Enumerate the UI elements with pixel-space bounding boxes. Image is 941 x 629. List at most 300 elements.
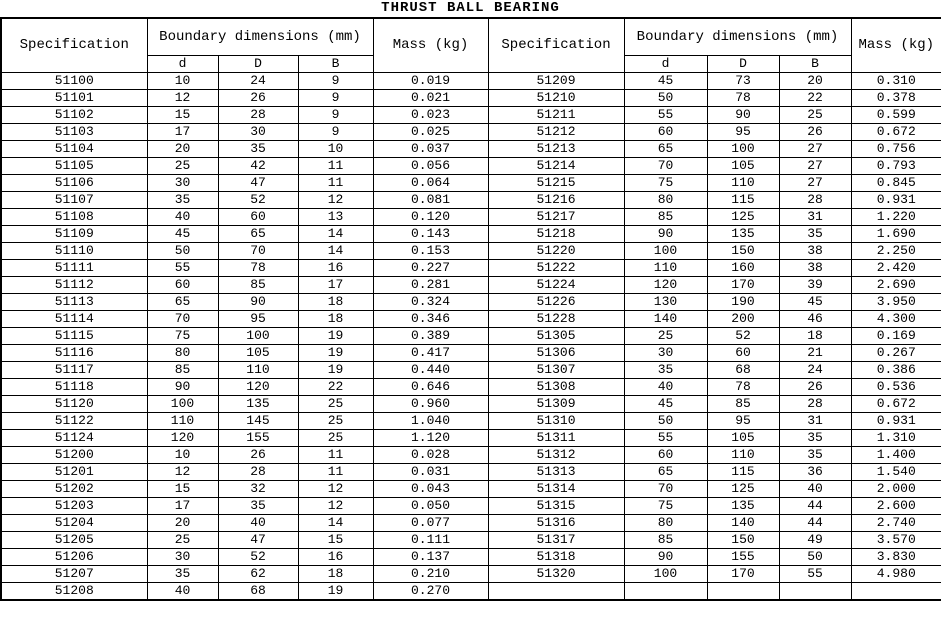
cell-specification-left: 51118 (1, 378, 147, 395)
cell-mass-left: 0.417 (373, 344, 488, 361)
header-boundary-dimensions-right: Boundary dimensions (mm) (624, 18, 851, 55)
cell-B-right: 28 (779, 191, 851, 208)
cell-mass-right: 3.570 (851, 531, 941, 548)
cell-d-right: 100 (624, 565, 707, 582)
cell-B-left: 11 (298, 157, 373, 174)
cell-d-right: 55 (624, 429, 707, 446)
cell-D-left: 60 (218, 208, 298, 225)
table-row (1, 412, 941, 429)
cell-d-left: 110 (147, 412, 218, 429)
cell-specification-left: 51101 (1, 89, 147, 106)
table-row (1, 293, 941, 310)
cell-d-left: 12 (147, 89, 218, 106)
cell-mass-left: 0.440 (373, 361, 488, 378)
cell-B-right: 35 (779, 429, 851, 446)
cell-d-left: 40 (147, 582, 218, 600)
cell-mass-right: 1.400 (851, 446, 941, 463)
header-D-left: D (218, 55, 298, 72)
cell-specification-right: 51316 (488, 514, 624, 531)
cell-specification-right: 51307 (488, 361, 624, 378)
cell-specification-left: 51201 (1, 463, 147, 480)
cell-mass-right: 1.220 (851, 208, 941, 225)
cell-mass-left: 1.040 (373, 412, 488, 429)
cell-mass-left: 0.281 (373, 276, 488, 293)
cell-specification-right: 51212 (488, 123, 624, 140)
cell-d-left: 40 (147, 208, 218, 225)
cell-mass-left: 0.143 (373, 225, 488, 242)
cell-specification-right: 51313 (488, 463, 624, 480)
cell-specification-left: 51122 (1, 412, 147, 429)
cell-B-right: 20 (779, 72, 851, 89)
cell-D-right: 105 (707, 429, 779, 446)
table-row (1, 174, 941, 191)
cell-d-left: 25 (147, 531, 218, 548)
cell-D-right: 73 (707, 72, 779, 89)
cell-mass-right: 1.690 (851, 225, 941, 242)
cell-D-left: 24 (218, 72, 298, 89)
cell-mass-right: 2.420 (851, 259, 941, 276)
cell-D-left: 28 (218, 463, 298, 480)
cell-D-right: 100 (707, 140, 779, 157)
cell-D-right: 170 (707, 276, 779, 293)
cell-D-right: 78 (707, 378, 779, 395)
cell-mass-right: 2.600 (851, 497, 941, 514)
cell-specification-right: 51215 (488, 174, 624, 191)
cell-D-right: 150 (707, 242, 779, 259)
cell-D-right: 105 (707, 157, 779, 174)
table-row (1, 72, 941, 89)
cell-B-left: 12 (298, 497, 373, 514)
cell-D-left: 65 (218, 225, 298, 242)
table-row (1, 378, 941, 395)
cell-D-left: 85 (218, 276, 298, 293)
cell-mass-left: 0.043 (373, 480, 488, 497)
cell-D-left: 35 (218, 140, 298, 157)
page-title: THRUST BALL BEARING (381, 0, 560, 16)
cell-mass-right: 2.250 (851, 242, 941, 259)
header-boundary-dimensions-left: Boundary dimensions (mm) (147, 18, 373, 55)
cell-D-right: 160 (707, 259, 779, 276)
cell-mass-right: 0.756 (851, 140, 941, 157)
cell-D-right: 68 (707, 361, 779, 378)
cell-d-right: 110 (624, 259, 707, 276)
thrust-ball-bearing-table (0, 17, 941, 601)
cell-D-right: 155 (707, 548, 779, 565)
cell-B-left: 9 (298, 123, 373, 140)
cell-specification-right: 51310 (488, 412, 624, 429)
cell-d-right (624, 582, 707, 600)
cell-B-left: 16 (298, 548, 373, 565)
cell-mass-right: 3.950 (851, 293, 941, 310)
cell-B-left: 19 (298, 327, 373, 344)
cell-B-right: 27 (779, 174, 851, 191)
cell-D-right: 135 (707, 225, 779, 242)
cell-D-right: 125 (707, 480, 779, 497)
cell-mass-right: 2.000 (851, 480, 941, 497)
cell-mass-left: 0.021 (373, 89, 488, 106)
header-mass-left: Mass (kg) (373, 18, 488, 72)
cell-specification-left: 51113 (1, 293, 147, 310)
cell-specification-left: 51203 (1, 497, 147, 514)
cell-D-right: 170 (707, 565, 779, 582)
table-row (1, 106, 941, 123)
cell-mass-right: 2.690 (851, 276, 941, 293)
header-B-left: B (298, 55, 373, 72)
cell-D-left: 32 (218, 480, 298, 497)
cell-specification-left: 51114 (1, 310, 147, 327)
table-row (1, 480, 941, 497)
cell-d-left: 15 (147, 106, 218, 123)
cell-mass-left: 0.023 (373, 106, 488, 123)
cell-D-left: 95 (218, 310, 298, 327)
cell-D-right: 110 (707, 174, 779, 191)
cell-D-left: 120 (218, 378, 298, 395)
cell-mass-right: 0.931 (851, 412, 941, 429)
cell-d-right: 45 (624, 395, 707, 412)
cell-mass-right: 0.378 (851, 89, 941, 106)
cell-B-left: 12 (298, 191, 373, 208)
cell-specification-right: 51306 (488, 344, 624, 361)
cell-B-left: 9 (298, 106, 373, 123)
table-row (1, 123, 941, 140)
cell-mass-right: 0.536 (851, 378, 941, 395)
header-specification-left: Specification (1, 18, 147, 72)
cell-d-right: 55 (624, 106, 707, 123)
cell-B-right: 27 (779, 140, 851, 157)
cell-d-right: 70 (624, 480, 707, 497)
cell-d-left: 70 (147, 310, 218, 327)
cell-mass-left: 0.210 (373, 565, 488, 582)
cell-d-left: 30 (147, 174, 218, 191)
cell-D-left: 40 (218, 514, 298, 531)
cell-B-left: 11 (298, 174, 373, 191)
cell-mass-right: 0.845 (851, 174, 941, 191)
table-row (1, 157, 941, 174)
cell-B-left: 18 (298, 565, 373, 582)
cell-mass-right: 2.740 (851, 514, 941, 531)
cell-mass-left: 0.064 (373, 174, 488, 191)
cell-B-left: 19 (298, 361, 373, 378)
cell-B-right: 45 (779, 293, 851, 310)
cell-specification-right: 51315 (488, 497, 624, 514)
cell-D-left: 78 (218, 259, 298, 276)
cell-B-left: 12 (298, 480, 373, 497)
cell-d-left: 17 (147, 123, 218, 140)
cell-d-left: 55 (147, 259, 218, 276)
cell-specification-right: 51209 (488, 72, 624, 89)
cell-D-right: 140 (707, 514, 779, 531)
cell-mass-right (851, 582, 941, 600)
header-specification-right: Specification (488, 18, 624, 72)
cell-specification-left: 51120 (1, 395, 147, 412)
table-row (1, 327, 941, 344)
cell-mass-left: 0.019 (373, 72, 488, 89)
cell-d-right: 70 (624, 157, 707, 174)
table-row (1, 497, 941, 514)
cell-mass-right: 0.672 (851, 123, 941, 140)
cell-B-left: 14 (298, 514, 373, 531)
cell-D-right: 200 (707, 310, 779, 327)
cell-d-left: 45 (147, 225, 218, 242)
cell-specification-right: 51308 (488, 378, 624, 395)
cell-D-right: 110 (707, 446, 779, 463)
cell-specification-right: 51216 (488, 191, 624, 208)
header-D-right: D (707, 55, 779, 72)
cell-d-left: 25 (147, 157, 218, 174)
cell-B-left: 25 (298, 395, 373, 412)
cell-D-right: 60 (707, 344, 779, 361)
cell-specification-right: 51228 (488, 310, 624, 327)
cell-d-right: 35 (624, 361, 707, 378)
cell-specification-left: 51116 (1, 344, 147, 361)
cell-D-right: 78 (707, 89, 779, 106)
cell-d-right: 90 (624, 548, 707, 565)
cell-B-left: 9 (298, 72, 373, 89)
cell-D-left: 100 (218, 327, 298, 344)
cell-mass-right: 1.310 (851, 429, 941, 446)
cell-mass-left: 0.389 (373, 327, 488, 344)
cell-mass-left: 0.025 (373, 123, 488, 140)
cell-specification-right: 51314 (488, 480, 624, 497)
cell-specification-right: 51320 (488, 565, 624, 582)
header-B-right: B (779, 55, 851, 72)
cell-B-left: 14 (298, 242, 373, 259)
cell-B-left: 16 (298, 259, 373, 276)
cell-mass-left: 0.324 (373, 293, 488, 310)
cell-B-right (779, 582, 851, 600)
cell-B-left: 25 (298, 412, 373, 429)
cell-B-right: 24 (779, 361, 851, 378)
cell-mass-left: 0.028 (373, 446, 488, 463)
cell-D-left: 47 (218, 174, 298, 191)
cell-d-left: 17 (147, 497, 218, 514)
cell-mass-left: 1.120 (373, 429, 488, 446)
cell-D-right (707, 582, 779, 600)
cell-d-left: 60 (147, 276, 218, 293)
cell-d-left: 20 (147, 514, 218, 531)
cell-D-right: 135 (707, 497, 779, 514)
cell-specification-left: 51112 (1, 276, 147, 293)
table-row (1, 565, 941, 582)
cell-mass-left: 0.137 (373, 548, 488, 565)
cell-mass-right: 0.793 (851, 157, 941, 174)
cell-D-left: 35 (218, 497, 298, 514)
cell-specification-right: 51309 (488, 395, 624, 412)
cell-mass-left: 0.646 (373, 378, 488, 395)
cell-specification-right: 51222 (488, 259, 624, 276)
cell-specification-right: 51318 (488, 548, 624, 565)
cell-B-right: 21 (779, 344, 851, 361)
table-row (1, 361, 941, 378)
cell-specification-left: 51115 (1, 327, 147, 344)
cell-specification-right: 51213 (488, 140, 624, 157)
cell-d-right: 65 (624, 463, 707, 480)
cell-D-left: 62 (218, 565, 298, 582)
cell-d-left: 85 (147, 361, 218, 378)
cell-D-left: 68 (218, 582, 298, 600)
cell-D-right: 52 (707, 327, 779, 344)
table-row (1, 276, 941, 293)
cell-specification-right: 51224 (488, 276, 624, 293)
cell-specification-left: 51108 (1, 208, 147, 225)
cell-mass-left: 0.120 (373, 208, 488, 225)
cell-specification-left: 51106 (1, 174, 147, 191)
cell-specification-left: 51207 (1, 565, 147, 582)
cell-d-left: 15 (147, 480, 218, 497)
cell-D-left: 26 (218, 446, 298, 463)
cell-d-right: 75 (624, 497, 707, 514)
cell-D-left: 70 (218, 242, 298, 259)
cell-B-left: 10 (298, 140, 373, 157)
cell-specification-left: 51105 (1, 157, 147, 174)
cell-d-right: 120 (624, 276, 707, 293)
cell-d-right: 140 (624, 310, 707, 327)
cell-d-right: 80 (624, 514, 707, 531)
cell-d-right: 45 (624, 72, 707, 89)
cell-D-left: 110 (218, 361, 298, 378)
cell-mass-left: 0.031 (373, 463, 488, 480)
cell-D-right: 115 (707, 191, 779, 208)
cell-B-right: 26 (779, 378, 851, 395)
cell-mass-right: 1.540 (851, 463, 941, 480)
cell-specification-left: 51206 (1, 548, 147, 565)
cell-d-right: 100 (624, 242, 707, 259)
cell-mass-left: 0.960 (373, 395, 488, 412)
cell-mass-right: 4.300 (851, 310, 941, 327)
table-body (1, 72, 941, 600)
cell-specification-left: 51111 (1, 259, 147, 276)
cell-d-left: 10 (147, 72, 218, 89)
cell-B-right: 31 (779, 208, 851, 225)
cell-D-left: 30 (218, 123, 298, 140)
table-row (1, 208, 941, 225)
cell-mass-right: 0.672 (851, 395, 941, 412)
header-d-left: d (147, 55, 218, 72)
cell-D-left: 52 (218, 548, 298, 565)
cell-B-right: 18 (779, 327, 851, 344)
cell-D-left: 28 (218, 106, 298, 123)
cell-mass-left: 0.270 (373, 582, 488, 600)
cell-d-left: 10 (147, 446, 218, 463)
cell-B-left: 18 (298, 293, 373, 310)
cell-d-left: 90 (147, 378, 218, 395)
cell-specification-left: 51103 (1, 123, 147, 140)
cell-specification-right: 51312 (488, 446, 624, 463)
cell-mass-right: 0.267 (851, 344, 941, 361)
cell-specification-right: 51220 (488, 242, 624, 259)
cell-mass-right: 0.310 (851, 72, 941, 89)
cell-B-left: 19 (298, 344, 373, 361)
header-d-right: d (624, 55, 707, 72)
cell-specification-left: 51117 (1, 361, 147, 378)
cell-mass-right: 0.931 (851, 191, 941, 208)
cell-d-right: 75 (624, 174, 707, 191)
cell-B-right: 55 (779, 565, 851, 582)
cell-B-left: 9 (298, 89, 373, 106)
cell-D-left: 135 (218, 395, 298, 412)
cell-d-left: 50 (147, 242, 218, 259)
cell-D-left: 155 (218, 429, 298, 446)
cell-B-right: 26 (779, 123, 851, 140)
cell-B-right: 25 (779, 106, 851, 123)
cell-D-left: 105 (218, 344, 298, 361)
cell-B-left: 25 (298, 429, 373, 446)
cell-specification-left: 51205 (1, 531, 147, 548)
table-row (1, 140, 941, 157)
table-row (1, 446, 941, 463)
cell-D-right: 95 (707, 123, 779, 140)
cell-d-right: 60 (624, 123, 707, 140)
cell-B-right: 36 (779, 463, 851, 480)
cell-specification-right: 51317 (488, 531, 624, 548)
table-row (1, 548, 941, 565)
cell-mass-right: 0.599 (851, 106, 941, 123)
cell-mass-right: 0.386 (851, 361, 941, 378)
cell-mass-right: 3.830 (851, 548, 941, 565)
cell-mass-left: 0.037 (373, 140, 488, 157)
table-row (1, 531, 941, 548)
header-mass-right: Mass (kg) (851, 18, 941, 72)
cell-B-right: 40 (779, 480, 851, 497)
cell-mass-right: 0.169 (851, 327, 941, 344)
cell-specification-left: 51208 (1, 582, 147, 600)
cell-d-right: 30 (624, 344, 707, 361)
cell-specification-right: 51211 (488, 106, 624, 123)
cell-d-right: 65 (624, 140, 707, 157)
cell-B-right: 46 (779, 310, 851, 327)
cell-specification-left: 51124 (1, 429, 147, 446)
cell-B-right: 27 (779, 157, 851, 174)
cell-d-right: 80 (624, 191, 707, 208)
cell-B-right: 39 (779, 276, 851, 293)
cell-d-right: 90 (624, 225, 707, 242)
cell-d-left: 100 (147, 395, 218, 412)
cell-B-right: 22 (779, 89, 851, 106)
cell-specification-left: 51109 (1, 225, 147, 242)
cell-B-left: 13 (298, 208, 373, 225)
header-row-main (1, 18, 941, 55)
cell-B-right: 31 (779, 412, 851, 429)
cell-d-right: 60 (624, 446, 707, 463)
cell-mass-left: 0.153 (373, 242, 488, 259)
table-row (1, 582, 941, 600)
cell-B-right: 49 (779, 531, 851, 548)
cell-B-left: 14 (298, 225, 373, 242)
cell-d-right: 130 (624, 293, 707, 310)
cell-d-left: 35 (147, 565, 218, 582)
table-row (1, 429, 941, 446)
cell-d-left: 80 (147, 344, 218, 361)
cell-B-left: 11 (298, 446, 373, 463)
table-row (1, 89, 941, 106)
cell-mass-left: 0.077 (373, 514, 488, 531)
table-header (1, 18, 941, 72)
cell-d-right: 50 (624, 89, 707, 106)
cell-d-left: 35 (147, 191, 218, 208)
cell-B-left: 11 (298, 463, 373, 480)
cell-specification-left: 51102 (1, 106, 147, 123)
cell-B-right: 44 (779, 497, 851, 514)
table-row (1, 344, 941, 361)
cell-specification-left: 51100 (1, 72, 147, 89)
cell-D-right: 95 (707, 412, 779, 429)
cell-specification-left: 51204 (1, 514, 147, 531)
cell-D-right: 125 (707, 208, 779, 225)
cell-d-right: 50 (624, 412, 707, 429)
cell-B-left: 18 (298, 310, 373, 327)
cell-D-right: 90 (707, 106, 779, 123)
cell-specification-right: 51214 (488, 157, 624, 174)
